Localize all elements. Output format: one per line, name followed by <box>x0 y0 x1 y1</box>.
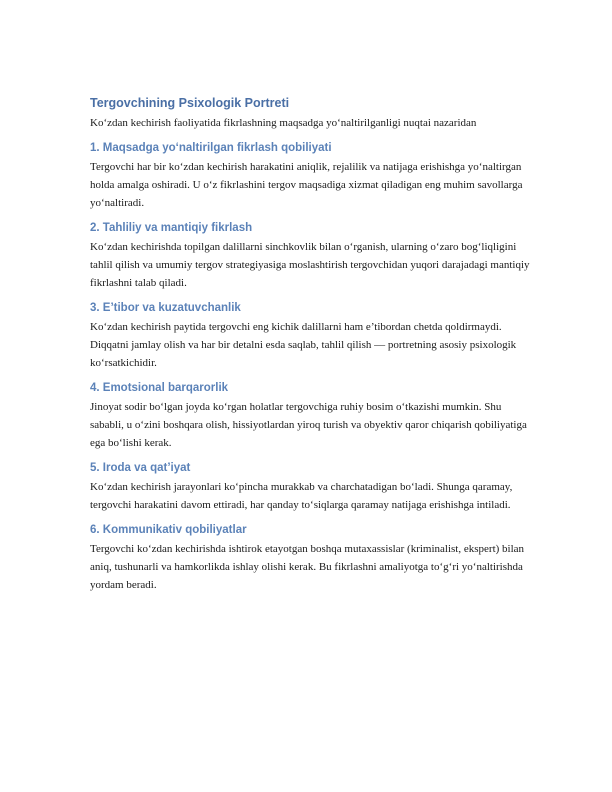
document-title: Tergovchining Psixologik Portreti <box>90 96 290 110</box>
document-subtitle: Ko‘zdan kechirish faoliyatida fikrlashning maqsadga yo‘naltirilganligi nuqtai nazaridan <box>90 117 477 129</box>
section-heading: 1. Maqsadga yo‘naltirilgan fikrlash qobiliyati <box>90 142 332 154</box>
section-body: Ko‘zdan kechirishda topilgan dalillarni sinchkovlik bilan o‘rganish, ularning o‘zaro bog‘liqligini tahlil qilish va umumiy tergov strategiyasiga moslashtirish tergovchidan yuqori darajadagi mantiqiy fikrlashni talab qiladi. <box>90 241 530 289</box>
section-body: Tergovchi har bir ko‘zdan kechirish harakatini aniqlik, rejalilik va natijaga erishishga yo‘naltirgan holda amalga oshiradi. U o‘z fikrlashini tergov maqsadiga xizmat qiladigan eng muhim savollarga yo‘naltiradi. <box>90 161 523 209</box>
section-3 <box>90 300 530 372</box>
section-heading: 3. E’tibor va kuzatuvchanlik <box>90 302 241 314</box>
section-4 <box>90 380 530 452</box>
section-heading: 6. Kommunikativ qobiliyatlar <box>90 524 247 536</box>
section-heading: 4. Emotsional barqarorlik <box>90 382 229 394</box>
section-body: Tergovchi ko‘zdan kechirishda ishtirok etayotgan boshqa mutaxassislar (kriminalist, ekspert) bilan aniq, tushunarli va hamkorlikda ishlay olishi kerak. Bu fikrlashni amaliyotga to‘g‘ri yo‘naltirishda yordam beradi. <box>90 543 525 591</box>
section-6 <box>90 522 530 594</box>
section-5 <box>90 460 530 514</box>
document-content <box>90 95 530 602</box>
section-body: Ko‘zdan kechirish jarayonlari ko‘pincha murakkab va charchatadigan bo‘ladi. Shunga qaramay, tergovchi harakatini davom ettiradi, har qanday to‘siqlarga qaramay natijaga erishishga intiladi. <box>90 481 513 511</box>
section-1 <box>90 140 530 212</box>
section-body: Ko‘zdan kechirish paytida tergovchi eng kichik dalillarni ham e’tibordan chetda qoldirmaydi. Diqqatni jamlay olish va har bir detalni esda saqlab, tahlil qilish — portretning asosiy psixologik ko‘rsatkichidir. <box>90 321 517 369</box>
section-heading: 5. Iroda va qat’iyat <box>90 462 191 474</box>
section-heading: 2. Tahliliy va mantiqiy fikrlash <box>90 222 253 234</box>
section-body: Jinoyat sodir bo‘lgan joyda ko‘rgan holatlar tergovchiga ruhiy bosim o‘tkazishi mumkin. Shu sababli, u o‘zini boshqara olish, hissiyotlardan yiroq turish va obyektiv qaror chiqarish qobiliyatiga ega bo‘lishi kerak. <box>90 401 527 449</box>
section-2 <box>90 220 530 292</box>
